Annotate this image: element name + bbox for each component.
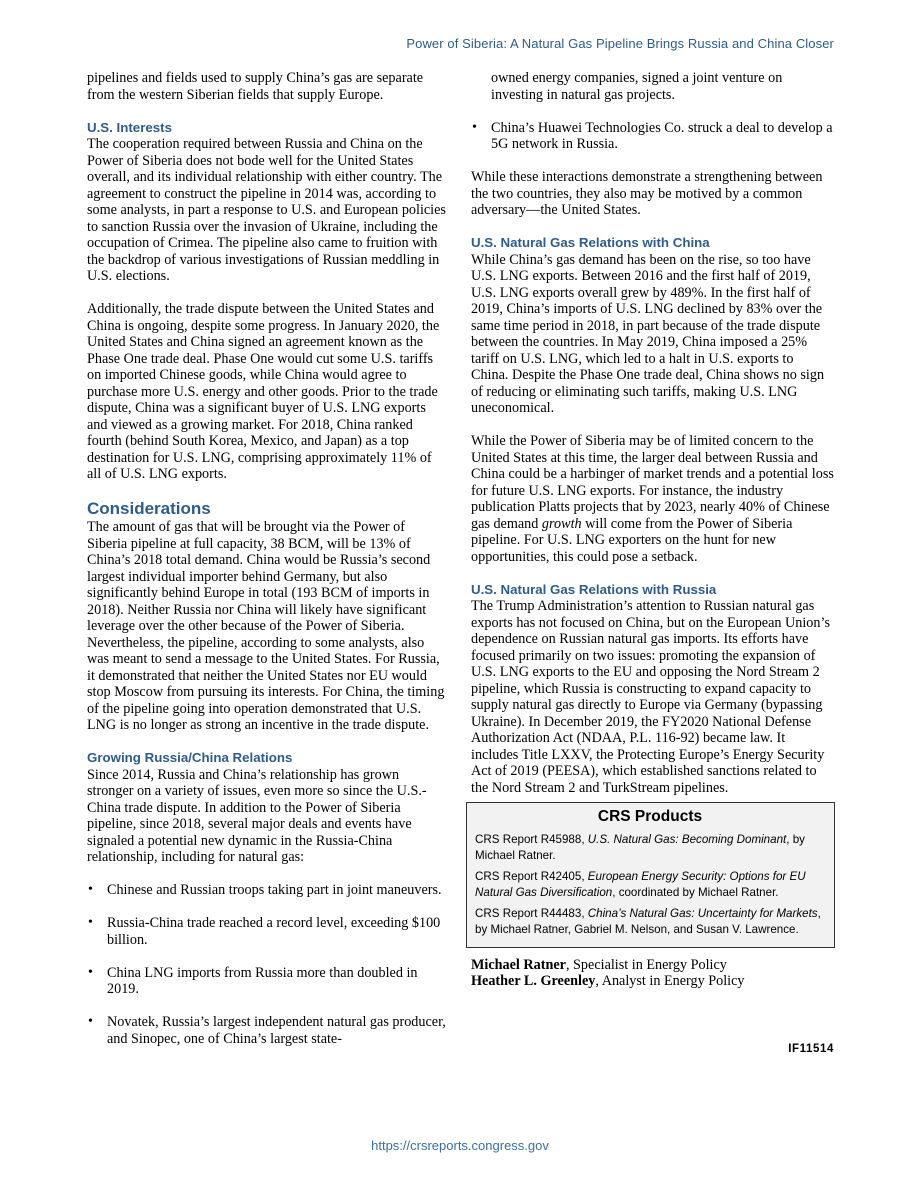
right-column [471, 70, 834, 990]
intro-paragraph: pipelines and fields used to supply China’s gas are separate from the western Siberian fields that supply Europe. [87, 70, 424, 103]
list-item: • Russia-China trade reached a record level, exceeding $100 billion. [87, 915, 448, 948]
product-title: China’s Natural Gas: Uncertainty for Markets [587, 906, 818, 920]
product-prefix: CRS Report R42405, [475, 869, 588, 883]
product-title: U.S. Natural Gas: Becoming Dominant [587, 832, 787, 846]
china-relations-text-b: will come from the Power of Siberia pipeline. For U.S. LNG exporters on the hunt for new opportunities, this could pose a setback. [471, 515, 793, 565]
emphasis-growth: growth [541, 515, 582, 532]
product-item [475, 832, 825, 865]
product-item [475, 869, 825, 902]
continued-bullet-text: owned energy companies, signed a joint venture on investing in natural gas projects. [491, 70, 783, 103]
author-name: Heather L. Greenley [471, 973, 596, 989]
growing-relations-paragraph: Since 2014, Russia and China’s relationship has grown stronger on a variety of issues, even more so since the U.S.-China trade dispute. In addition to the Power of Siberia pipeline, since 2018, several major deals and events have signaled a potential new dynamic in the Russia-China relationship, including for natural gas: [87, 766, 427, 865]
us-interests-heading: U.S. Interests [87, 119, 172, 135]
considerations-paragraph: The amount of gas that will be brought via the Power of Siberia pipeline at full capacity, 38 BCM, will be 13% of China’s 2018 total demand. China would be Russia’s second largest individual importer behind Germany, but also significantly behind Europe in total (193 BCM of imports in 2018). Neither Russia nor China will likely have significant leverage over the other because of the Power of Siberia. Nevertheless, the pipeline, according to some analysts, also was meant to send a message to the United States. For Russia, it demonstrated that neither the United States nor EU would stop Moscow from pursuing its interests. For China, the timing of the pipeline going into operation demonstrated that U.S. LNG is no longer as strong an incentive in the trade dispute. [87, 519, 445, 733]
running-header-title: Power of Siberia: A Natural Gas Pipeline Brings Russia and China Closer [406, 36, 834, 51]
list-item: • China LNG imports from Russia more than doubled in 2019. [87, 965, 448, 998]
list-item: • Chinese and Russian troops taking part in joint maneuvers. [87, 882, 448, 899]
closing-paragraph: While these interactions demonstrate a strengthening between the two countries, they also may be motived by a common adversary—the United States. [471, 169, 823, 218]
author-name: Michael Ratner [471, 956, 566, 973]
author-role: , Specialist in Energy Policy [565, 956, 727, 973]
product-item [475, 906, 825, 939]
crs-products-title: CRS Products [597, 808, 703, 825]
product-suffix: , by Michael Ratner. [475, 832, 805, 862]
author-line [471, 973, 834, 990]
list-item: • China’s Huawei Technologies Co. struck a deal to develop a 5G network in Russia. [471, 120, 834, 153]
report-id: IF11514 [788, 1043, 834, 1055]
crs-products-box [466, 802, 835, 948]
considerations-heading: Considerations [87, 499, 211, 518]
russia-relations-heading: U.S. Natural Gas Relations with Russia [471, 581, 717, 597]
footer-url-link[interactable]: https://crsreports.congress.gov [371, 1138, 549, 1153]
product-prefix: CRS Report R45988, [475, 832, 588, 846]
china-relations-text-a: While the Power of Siberia may be of limited concern to the United States at this time, the larger deal between Russia and China could be a harbinger of market trends and a potential loss for future U.S. LNG exports. For instance, the industry publication Platts projects that by 2023, nearly 40% of Chinese gas demand [471, 433, 834, 532]
product-suffix: , by Michael Ratner, Gabriel M. Nelson, and Susan V. Lawrence. [475, 906, 821, 936]
relations-bullet-list-continued [471, 120, 834, 153]
growing-relations-heading: Growing Russia/China Relations [87, 750, 293, 765]
us-interests-paragraph-2: Additionally, the trade dispute between the United States and China is ongoing, despite some progress. In January 2020, the United States and China signed an agreement known as the Phase One trade deal. Phase One would cut some U.S. tariffs on imported Chinese goods, while China would agree to purchase more U.S. energy and other goods. Prior to the trade dispute, China was a significant buyer of U.S. LNG exports and viewed as a growing market. For 2018, China ranked fourth (behind South Korea, Mexico, and Japan) as a top destination for U.S. LNG, comprising approximately 11% of all of U.S. LNG exports. [87, 301, 440, 482]
china-relations-heading: U.S. Natural Gas Relations with China [471, 235, 710, 250]
product-title: European Energy Security: Options for EU Natural Gas Diversification [475, 869, 806, 899]
author-role: , Analyst in Energy Policy [595, 973, 745, 989]
china-relations-paragraph-2 [471, 433, 834, 565]
china-relations-paragraph-1: While China’s gas demand has been on the rise, so too have U.S. LNG exports. Between 2016 and the first half of 2019, U.S. LNG exports overall grew by 489%. In the first half of 2019, China’s imports of U.S. LNG declined by 83% over the same time period in 2018, in part because of the trade dispute between the countries. In May 2019, China imposed a 25% tariff on U.S. LNG, which led to a halt in U.S. exports to China. Despite the Phase One trade deal, China shows no sign of reducing or eliminating such tariffs, making U.S. LNG uneconomical. [471, 251, 825, 416]
product-suffix: , coordinated by Michael Ratner. [612, 886, 779, 899]
russia-relations-paragraph: The Trump Administration’s attention to Russian natural gas exports has not focused on China, but on the European Union’s dependence on Russian natural gas imports. Its efforts have focused primarily on two issues: promoting the expansion of U.S. LNG exports to the EU and opposing the Nord Stream 2 pipeline, which Russia is constructing to expand capacity to supply natural gas directly to Europe via Germany (bypassing Ukraine). In December 2019, the FY2020 National Defense Authorization Act (NDAA, P.L. 116-92) became law. It includes Title LXXV, the Protecting Europe’s Energy Security Act of 2019 (PEESA), which established sanctions related to the Nord Stream 2 and TurkStream pipelines. [471, 598, 830, 796]
list-item: • Novatek, Russia’s largest independent natural gas producer, and Sinopec, one of China’s largest state- [87, 1014, 448, 1047]
us-interests-paragraph-1: The cooperation required between Russia and China on the Power of Siberia does not bode well for the United States overall, and its individual relationship with either country. The agreement to construct the pipeline in 2014 was, according to some analysts, in part a response to U.S. and European policies to sanction Russia over the invasion of Ukraine, including the occupation of Crimea. The pipeline also came to fruition with the backdrop of various investigations of Russian meddling in U.S. elections. [87, 136, 446, 284]
left-column [87, 70, 448, 1047]
product-prefix: CRS Report R44483, [475, 906, 588, 920]
relations-bullet-list [87, 882, 448, 1047]
author-line [471, 957, 834, 974]
